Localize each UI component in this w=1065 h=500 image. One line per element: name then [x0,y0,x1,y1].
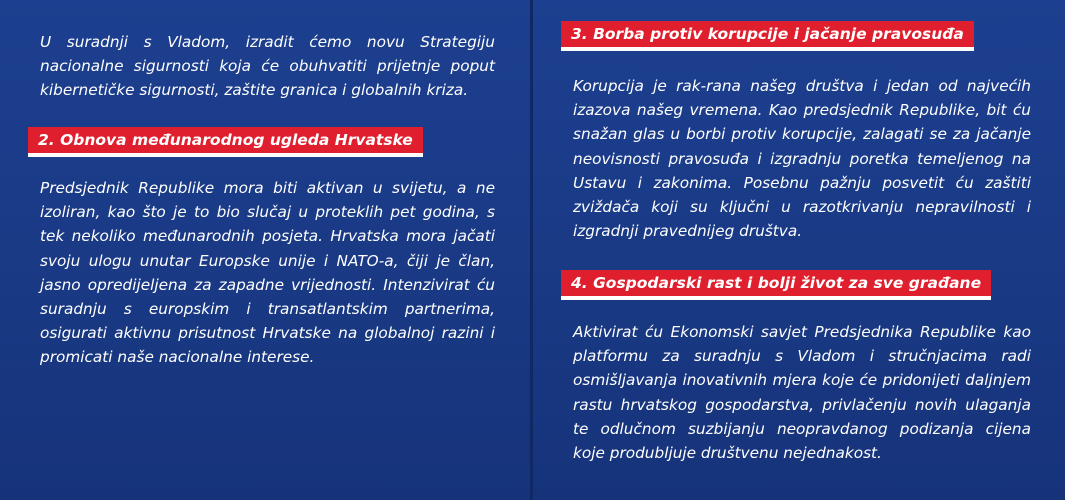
section-4-paragraph: Aktivirat ću Ekonomski savjet Predsjednika Republike kao platformu za suradnju s Vladom i stručnjacima radi osmišljavanja inovativnih mjera koje će pridonijeti daljnjem rastu hrvatskog gospodarstva, privlačenju novih ulaganja te odlučnom suzbijanju neopravdanog podizanja cijena koje produbljuje društvenu nejednakost. [573,323,1031,463]
section-3-paragraph: Korupcija je rak-rana našeg društva i jedan od najvećih izazova našeg vremena. Kao predsjednik Republike, bit ću snažan glas u borbi protiv korupcije, zalagati se za jačanje neovisnosti pravosuđa i izgradnju poretka temeljenog na Ustavu i zakonima. Posebnu pažnju posvetit ću zaštiti zviždača koji su ključni u razotkrivanju nepravilnosti i izgradnji pravednijeg društva. [573,77,1031,241]
left-column [0,0,530,500]
section-3-heading: 3. Borba protiv korupcije i jačanje pravosuđa [561,21,974,47]
section-2-heading: 2. Obnova međunarodnog ugleda Hrvatske [28,127,423,153]
section-4-heading: 4. Gospodarski rast i bolji život za sve građane [561,270,991,296]
section-2-paragraph: Predsjednik Republike mora biti aktivan u svijetu, a ne izoliran, kao što je to bio slučaj u proteklih pet godina, s tek nekoliko međunarodnih posjeta. Hrvatska mora jačati svoju ulogu unutar Europske unije i NATO-a, čiji je član, jasno opredijeljena za zapadne vrijednosti. Intenzivirat ću suradnju s europskim i transatlantskim partnerima, osigurati aktivnu prisutnost Hrvatske na globalnoj razini i promicati naše nacionalne interese. [40,179,495,367]
right-column [533,0,1065,500]
intro-paragraph: U suradnji s Vladom, izradit ćemo novu Strategiju nacionalne sigurnosti koja će obuhvatiti prijetnje poput kibernetičke sigurnosti, zaštite granica i globalnih kriza. [40,33,495,100]
